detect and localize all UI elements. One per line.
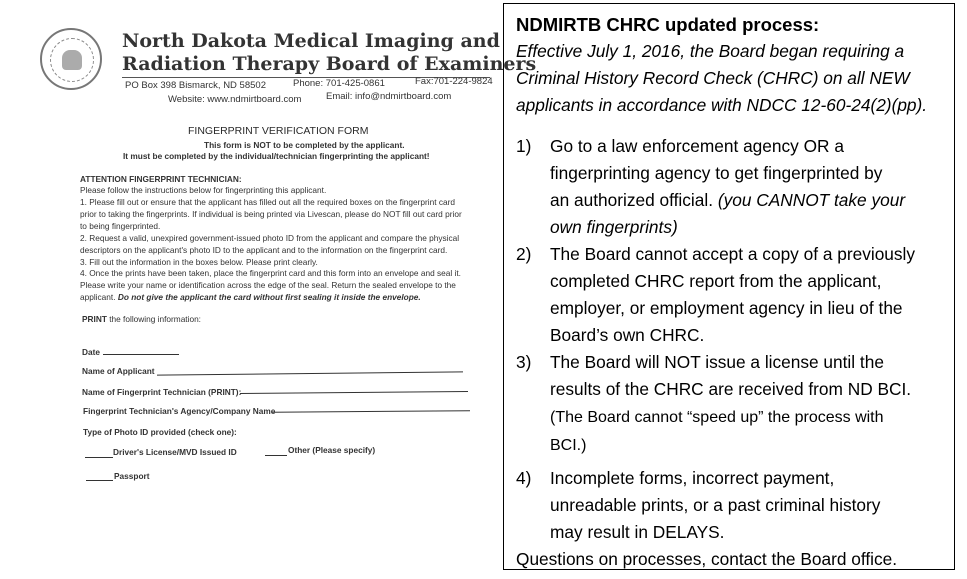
- list-item: [516, 241, 942, 349]
- notice-intro: Effective July 1, 2016, the Board began requiring a Criminal History Record Check (CHRC) on all NEW applicants in accordance with NDCC 12-60-24(2)(pp).: [516, 41, 928, 115]
- item-text-italic: (you CANNOT take your own fingerprints): [550, 190, 906, 237]
- address: PO Box 398 Bismarck, ND 58502: [125, 80, 266, 91]
- chrc-notice-box: [503, 3, 955, 570]
- print-bold: PRINT: [82, 314, 107, 324]
- instruction-line: 1. Please fill out or ensure that the applicant has filled out all the required boxes on the fingerprint card: [80, 197, 455, 207]
- item-number: 2): [516, 244, 532, 264]
- instruction-line: 4. Once the prints have been taken, place the fingerprint card and this form into an envelope and seal it.: [80, 268, 461, 278]
- technician-label: Name of Fingerprint Technician (PRINT):: [82, 387, 242, 397]
- photo-id-label: Type of Photo ID provided (check one):: [83, 427, 237, 437]
- item-number: 3): [516, 352, 532, 372]
- instruction-line: 3. Fill out the information in the boxes below. Please print clearly.: [80, 257, 318, 267]
- state-seal-logo: [40, 28, 102, 90]
- print-rest: the following information:: [106, 314, 201, 324]
- instruction-applicant: applicant.: [80, 292, 116, 302]
- list-item: [516, 349, 942, 459]
- instruction-line: Please follow the instructions below for fingerprinting this applicant.: [80, 185, 327, 195]
- form-title: FINGERPRINT VERIFICATION FORM: [188, 125, 369, 137]
- notice-heading: NDMIRTB CHRC updated process:: [516, 14, 820, 35]
- passport-check[interactable]: [86, 480, 113, 481]
- passport-label: Passport: [114, 471, 150, 481]
- agency-name-field[interactable]: [272, 410, 470, 412]
- instruction-line: Please write your name or identification across the edge of the seal. Return the sealed envelope to the: [80, 280, 456, 290]
- applicant-label: Name of Applicant: [82, 366, 155, 376]
- list-item: [516, 133, 942, 241]
- website: Website: www.ndmirtboard.com: [168, 94, 302, 105]
- form-subtitle-2: It must be completed by the individual/technician fingerprinting the applicant!: [123, 151, 430, 161]
- phone: Phone: 701-425-0861: [293, 78, 385, 89]
- other-check[interactable]: [265, 455, 287, 456]
- item-text-sub: (The Board cannot “speed up” the process with BCI.): [550, 409, 884, 454]
- item-text-main: The Board will NOT issue a license until the results of the CHRC are received from ND BCI.: [550, 352, 912, 399]
- applicant-name-field[interactable]: [157, 371, 463, 375]
- item-text: [550, 133, 905, 241]
- item-text: [550, 349, 911, 459]
- item-text: Incomplete forms, incorrect payment, unreadable prints, or a past criminal history may result in DELAYS.: [550, 468, 881, 542]
- org-name-line2: Radiation Therapy Board of Examiners: [122, 53, 537, 75]
- notice-footer: Questions on processes, contact the Board office.: [516, 549, 898, 569]
- instruction-line-last: [80, 292, 421, 302]
- list-item: [516, 465, 942, 546]
- agency-label: Fingerprint Technician's Agency/Company Name: [83, 406, 276, 416]
- item-number: 1): [516, 136, 532, 156]
- drivers-license-check[interactable]: [85, 457, 113, 458]
- instruction-line: 2. Request a valid, unexpired government-issued photo ID from the applicant and compare the physical: [80, 233, 460, 243]
- date-field[interactable]: [103, 354, 179, 355]
- attention-heading: ATTENTION FINGERPRINT TECHNICIAN:: [80, 174, 242, 184]
- drivers-license-label: Driver's License/MVD Issued ID: [113, 447, 237, 457]
- item-number: 4): [516, 468, 532, 488]
- print-instruction: [82, 314, 201, 324]
- other-label: Other (Please specify): [288, 445, 376, 455]
- form-subtitle-1: This form is NOT to be completed by the applicant.: [204, 140, 405, 150]
- email: Email: info@ndmirtboard.com: [326, 91, 452, 102]
- instruction-line: to being fingerprinted.: [80, 221, 161, 231]
- item-text-main: Go to a law enforcement agency OR a fingerprinting agency to get fingerprinted by an authorized official.: [550, 136, 883, 210]
- instruction-line: descriptors on the applicant's photo ID to the applicant and to the information on the fingerprint card.: [80, 245, 448, 255]
- item-text: The Board cannot accept a copy of a previously completed CHRC report from the applicant, employer, or employment agency in lieu of the Board’s own CHRC.: [550, 244, 916, 345]
- sealing-warning: Do not give the applicant the card without first sealing it inside the envelope.: [117, 292, 421, 302]
- technician-name-field[interactable]: [240, 391, 468, 394]
- org-name-line1: North Dakota Medical Imaging and: [122, 30, 500, 52]
- instruction-line: prior to taking the fingerprints. If individual is being printed via Livescan, please do NOT fill out card prior: [80, 209, 462, 219]
- date-label: Date: [82, 347, 100, 357]
- fax: Fax:701-224-9824: [415, 76, 493, 87]
